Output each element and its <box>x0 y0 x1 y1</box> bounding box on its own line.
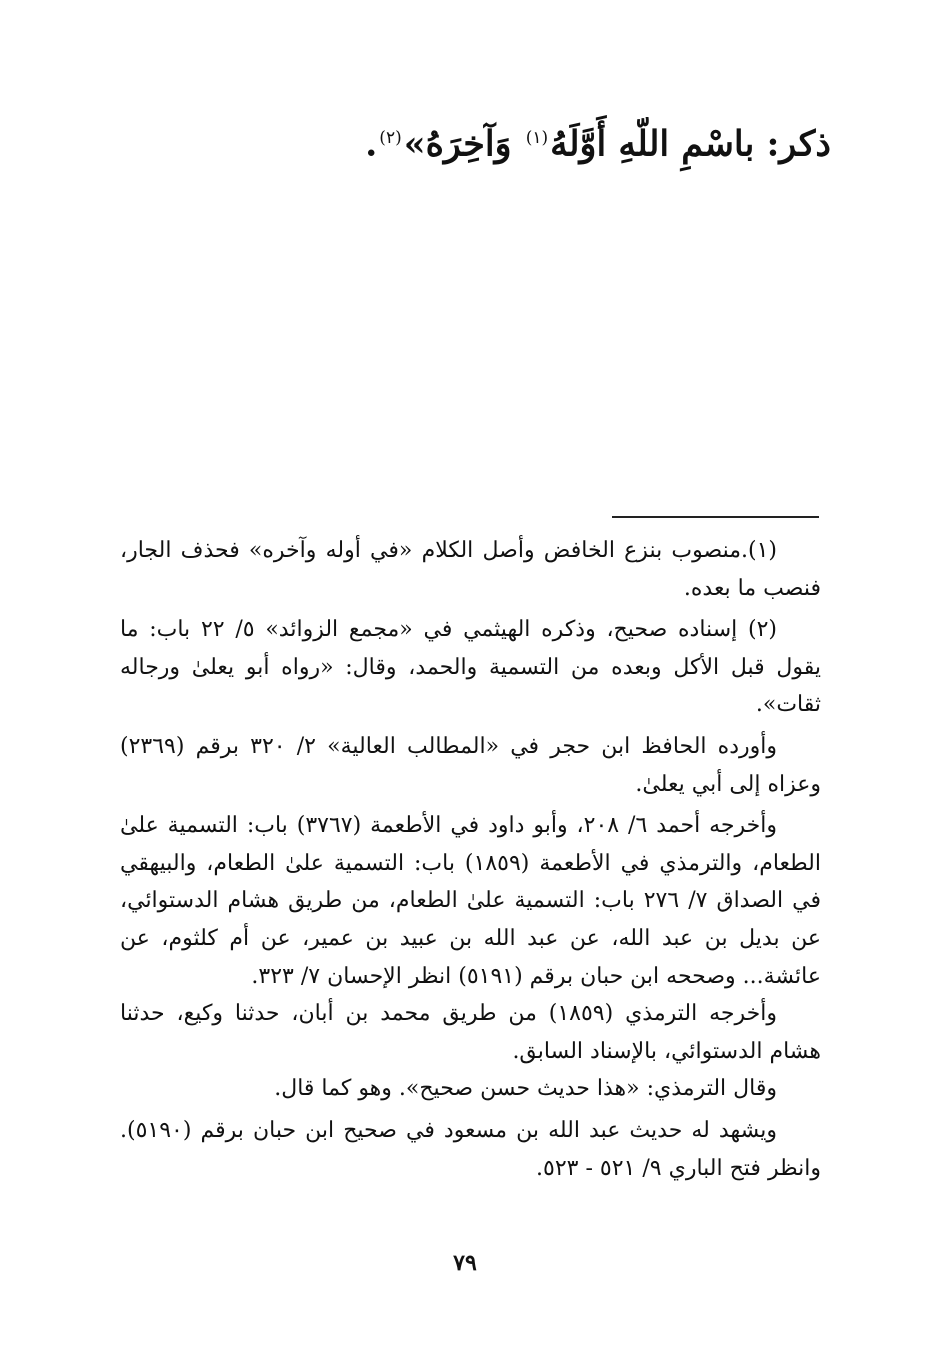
page-number: ٧٩ <box>453 1250 477 1276</box>
footnote-separator <box>612 516 819 518</box>
chapter-heading <box>80 108 831 175</box>
heading-text-part1: باسْمِ اللّهِ أَوَّلَهُ <box>550 123 755 165</box>
footnote-ref-2: (٢) <box>379 128 402 148</box>
footnotes-section <box>120 532 821 1187</box>
footnote-ref-1: (١) <box>525 128 549 148</box>
footnote-2-paragraph-6: ويشهد له حديث عبد الله بن مسعود في صحيح ابن حبان برقم (٥١٩٠). وانظر فتح الباري ٩/ ٥٢١ - ٥٢٣. <box>120 1117 821 1181</box>
heading-text-part2: وَآخِرَهُ» <box>403 123 524 165</box>
footnote-2-paragraph-2: وأورده الحافظ ابن حجر في «المطالب العالية» ٢/ ٣٢٠ برقم (٢٣٦٩) وعزاه إلى أبي يعلىٰ. <box>120 733 821 797</box>
heading-prefix: ذكر: <box>754 123 831 165</box>
footnote-2-paragraph-4: وأخرجه الترمذي (١٨٥٩) من طريق محمد بن أبان، حدثنا وكيع، حدثنا هشام الدستوائي، بالإسناد السابق. <box>120 1001 821 1064</box>
footnote-2-paragraph-3: وأخرجه أحمد ٦/ ٢٠٨، وأبو داود في الأطعمة (٣٧٦٧) باب: التسمية علىٰ الطعام، والترمذي في الأطعمة (١٨٥٩) باب: التسمية علىٰ الطعام، والبيهقي في الصداق ٧/ ٢٧٦ باب: التسمية علىٰ الطعام، من طريق هشام الدستوائي، عن بديل بن عبد الله، عن عبد الله بن عبيد بن عمير، عن أم كلثوم، عن عائشة... وصححه ابن حبان برقم (٥١٩١) انظر الإحسان ٧/ ٣٢٣. <box>120 813 822 989</box>
footnote-1: (١).منصوب بنزع الخافض وأصل الكلام «في أوله وآخره» فحذف الجار، فنصب ما بعده. <box>120 538 821 601</box>
heading-end: . <box>365 123 378 165</box>
footnote-2-paragraph-5: وقال الترمذي: «هذا حديث حسن صحيح». وهو كما قال. <box>274 1076 777 1102</box>
footnote-2-paragraph-1: (٢) إسناده صحيح، وذكره الهيثمي في «مجمع الزوائد» ٥/ ٢٢ باب: ما يقول قبل الأكل وبعده من التسمية والحمد، وقال: «رواه أبو يعلىٰ ورجاله ثقات». <box>120 617 821 718</box>
